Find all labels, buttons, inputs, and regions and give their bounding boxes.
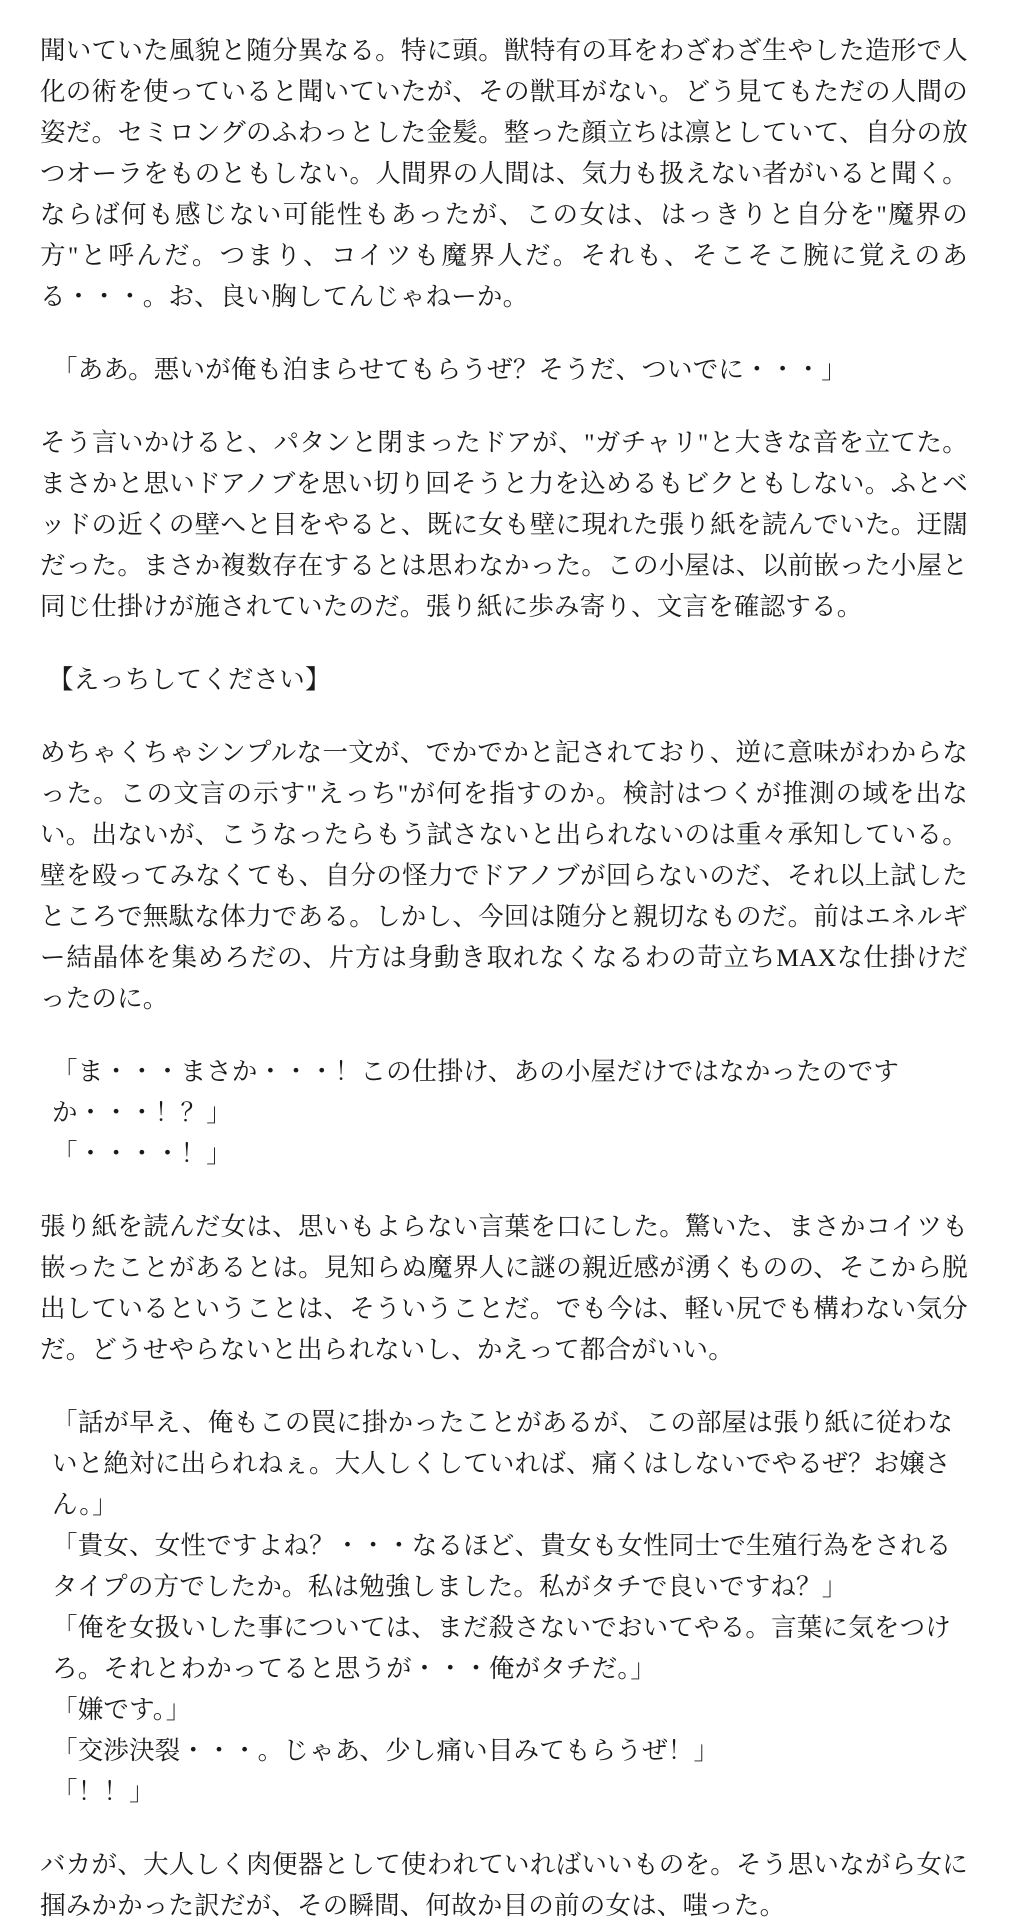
body-paragraph: 聞いていた風貌と随分異なる。特に頭。獣特有の耳をわざわざ生やした造形で人化の術を使っていると聞いていたが、その獣耳がない。どう見てもただの人間の姿だ。セミロングのふわっとした金髪。整った顔立ちは凛としていて、自分の放つオーラをものともしない。人間界の人間は、気力も扱えない者がいると聞く。ならば何も感じない可能性もあったが、この女は、はっきりと自分を"魔界の方"と呼んだ。つまり、コイツも魔界人だ。それも、そこそこ腕に覚えのある・・・。お、良い胸してんじゃねーか。 bbox=[40, 36, 968, 311]
sign-heading: 【えっちしてください】 bbox=[48, 665, 331, 694]
dialogue-line: 「交渉決裂・・・。じゃあ、少し痛い目みてもらうぜ！」 bbox=[52, 1736, 720, 1765]
body-paragraph: 張り紙を読んだ女は、思いもよらない言葉を口にした。驚いた、まさかコイツも嵌ったことがあるとは。見知らぬ魔界人に謎の親近感が湧くものの、そこから脱出しているということは、そういうことだ。でも今は、軽い尻でも構わない気分だ。どうせやらないと出られないし、かえって都合がいい。 bbox=[40, 1212, 968, 1364]
dialogue-line: 「貴女、女性ですよね？・・・なるほど、貴女も女性同士で生殖行為をされるタイプの方でしたか。私は勉強しました。私がタチで良いですね？」 bbox=[52, 1531, 952, 1601]
body-paragraph: めちゃくちゃシンプルな一文が、でかでかと記されており、逆に意味がわからなった。この文言の示す"えっち"が何を指すのか。検討はつくが推測の域を出ない。出ないが、こうなったらもう試さないと出られないのは重々承知している。壁を殴ってみなくても、自分の怪力でドアノブが回らないのだ、それ以上試したところで無駄な体力である。しかし、今回は随分と親切なものだ。前はエネルギー結晶体を集めろだの、片方は身動き取れなくなるわの苛立ちMAXな仕掛けだったのに。 bbox=[40, 738, 968, 1013]
body-paragraph: そう言いかけると、パタンと閉まったドアが、"ガチャリ"と大きな音を立てた。まさかと思いドアノブを思い切り回そうと力を込めるもビクともしない。ふとベッドの近くの壁へと目をやると、既に女も壁に現れた張り紙を読んでいた。迂闊だった。まさか複数存在するとは思わなかった。この小屋は、以前嵌った小屋と同じ仕掛けが施されていたのだ。張り紙に歩み寄り、文言を確認する。 bbox=[40, 428, 968, 621]
dialogue-block bbox=[40, 1402, 968, 1812]
dialogue-line: 「俺を女扱いした事については、まだ殺さないでおいてやる。言葉に気をつけろ。それとわかってると思うが・・・俺がタチだ。」 bbox=[52, 1613, 951, 1683]
dialogue-block bbox=[40, 1051, 968, 1174]
dialogue-line: 「話が早え、俺もこの罠に掛かったことがあるが、この部屋は張り紙に従わないと絶対に出られねぇ。大人しくしていれば、痛くはしないでやるぜ？お嬢さん。」 bbox=[52, 1408, 954, 1519]
dialogue-line: 「・・・・！」 bbox=[52, 1139, 232, 1168]
dialogue-line: 「ま・・・まさか・・・！この仕掛け、あの小屋だけではなかったのですか・・・！？」 bbox=[52, 1057, 900, 1127]
dialogue-line: 「！！」 bbox=[52, 1777, 155, 1806]
dialogue-line: 「ああ。悪いが俺も泊まらせてもらうぜ？そうだ、ついでに・・・」 bbox=[52, 355, 847, 384]
dialogue-line: 「嫌です。」 bbox=[52, 1695, 192, 1724]
dialogue-block bbox=[40, 349, 968, 390]
body-paragraph: バカが、大人しく肉便器として使われていればいいものを。そう思いながら女に掴みかかった訳だが、その瞬間、何故か目の前の女は、嗤った。 bbox=[40, 1850, 968, 1920]
